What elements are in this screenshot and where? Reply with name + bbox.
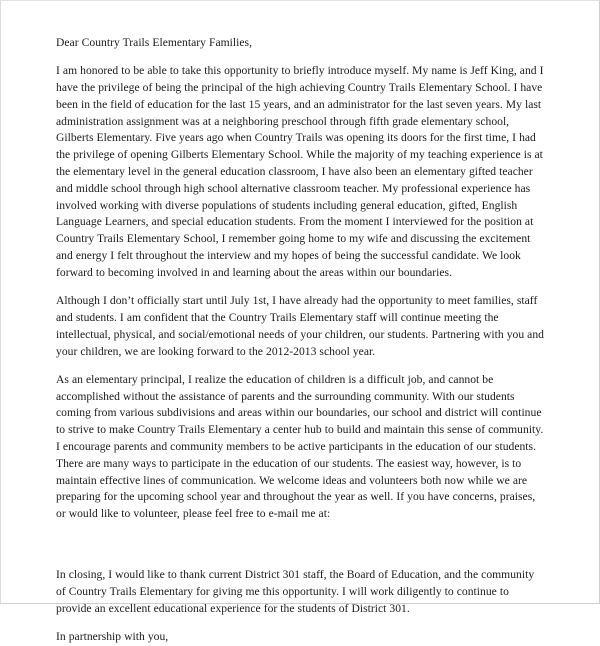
body-paragraph-1: I am honored to be able to take this opportunity to briefly introduce myself. My name is Jeff King, and I have the privilege of being the principal of the high achieving Country Trails Elementary School. I have been in the field of education for the last 15 years, and an administrator for the last seven years. My last administration assignment was at a neighboring preschool through fifth grade elementary school, Gilberts Elementary. Five years ago when Country Trails was opening its doors for the first time, I had the privilege of opening Gilberts Elementary School. While the majority of my teaching experience is at the elementary level in the general education classroom, I have also been an elementary gifted teacher and middle school through high school alternative classroom teacher. My professional experience has involved working with diverse populations of students including general education, gifted, English Language Learners, and special education students. From the moment I interviewed for the position at Country Trails Elementary School, I remember going home to my wife and discussing the excitement and energy I felt throughout the interview and my hopes of being the successful candidate. We look forward to becoming involved in and learning about the areas within our boundaries. <box>56 64 544 279</box>
body-paragraph-3: As an elementary principal, I realize the education of children is a difficult job, and cannot be accomplished without the assistance of parents and the surrounding community. With our students coming from various subdivisions and areas within our boundaries, our school and district will continue to strive to make Country Trails Elementary a center hub to build and maintain this sense of community. I encourage parents and community members to be active participants in the education of our students. There are many ways to participate in the education of our students. The easiest way, however, is to maintain effective lines of communication. We welcome ideas and volunteers both now while we are preparing for the upcoming school year and throughout the year as well. If you have concerns, praises, or would like to volunteer, please feel free to e-mail me at: <box>56 372 544 521</box>
letter-body <box>56 35 545 646</box>
body-paragraph-2: Although I don’t officially start until July 1st, I have already had the opportunity to meet families, staff and students. I am confident that the Country Trails Elementary staff will continue meeting the intellectual, physical, and social/emotional needs of your children, our students. Partnering with you and your children, we are looking forward to the 2012-2013 school year. <box>56 294 544 358</box>
signoff-line: In partnership with you, <box>56 629 169 643</box>
salutation-line: Dear Country Trails Elementary Families, <box>56 36 253 49</box>
closing-paragraph: In closing, I would like to thank current District 301 staff, the Board of Education, and the community of Country Trails Elementary for giving me this opportunity. I will work diligently to continue to provide an excellent educational experience for the students of District 301. <box>56 568 535 615</box>
